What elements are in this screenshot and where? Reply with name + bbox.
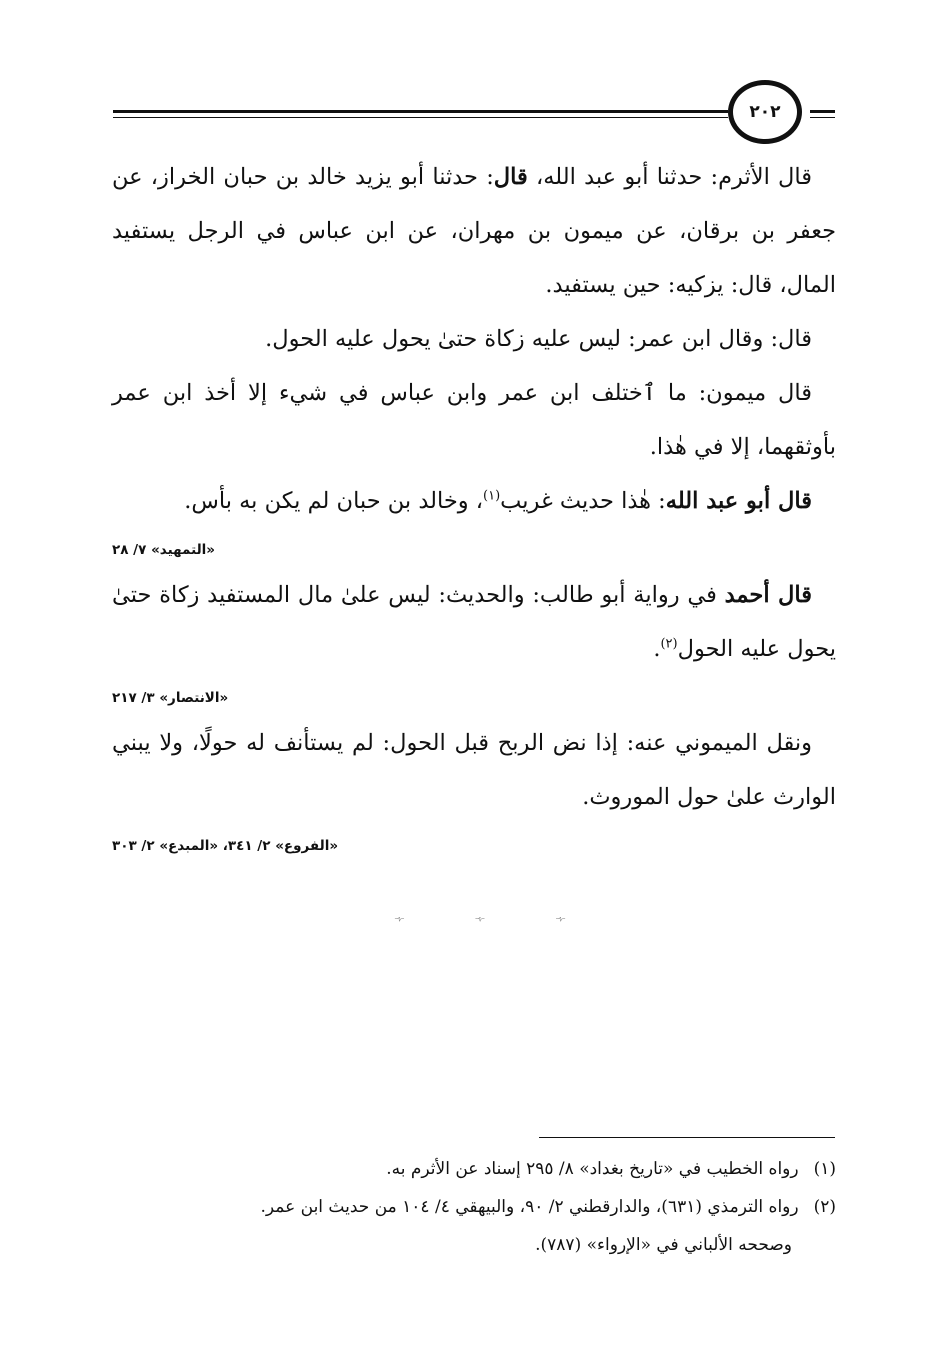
paragraph-ahmad [112, 568, 836, 676]
footnote-2-continuation [112, 1226, 836, 1264]
text-segment: : هٰذا حديث غريب [500, 488, 666, 514]
section-separator [395, 905, 565, 925]
separator-ornament: ـﮩـ [556, 907, 565, 922]
footnote-text: وصححه الألباني في «الإرواء» (٧٨٧). [535, 1235, 792, 1255]
text-segment: قال الأثرم: حدثنا أبو عبد الله، [527, 164, 813, 190]
bold-segment: قال [493, 164, 528, 190]
text-segment: ، وخالد بن حبان لم يكن به بأس. [184, 488, 484, 514]
footnotes-section [112, 1150, 836, 1264]
page-number-badge [728, 80, 802, 144]
text-segment: قال: وقال ابن عمر: ليس عليه زكاة حتىٰ يحول عليه الحول. [265, 326, 812, 352]
source-text: «الانتصار» ٣/ ٢١٧ [112, 690, 229, 706]
paragraph-athram [112, 150, 836, 312]
source-citation-intisar [112, 684, 836, 712]
text-segment: في رواية أبو طالب: والحديث: ليس علىٰ مال المستفيد زكاة حتىٰ يحول عليه الحول [112, 582, 836, 662]
main-content [112, 150, 836, 864]
page-header [113, 80, 835, 150]
source-citation-furu [112, 832, 836, 860]
bold-segment: قال أبو عبد الله [665, 488, 812, 514]
footnote-ref-2[interactable]: (٢) [660, 636, 678, 652]
footnote-text: رواه الخطيب في «تاريخ بغداد» ٨/ ٢٩٥ إسناد عن الأثرم به. [386, 1159, 799, 1179]
footnote-1 [112, 1150, 836, 1188]
paragraph-abu-abdullah [112, 474, 836, 528]
footnote-number: (١) [813, 1159, 836, 1179]
text-segment: . [653, 636, 661, 662]
separator-ornament: ـﮩـ [395, 907, 404, 922]
page-number: ٢٠٢ [749, 102, 781, 122]
footnote-2 [112, 1188, 836, 1226]
footnote-rule [539, 1137, 835, 1138]
text-segment: ونقل الميموني عنه: إذا نض الربح قبل الحول: لم يستأنف له حولًا، ولا يبني الوارث علىٰ حول الموروث. [112, 730, 836, 810]
source-citation-tamhid [112, 536, 836, 564]
paragraph-maymun [112, 366, 836, 474]
paragraph-ibn-umar [112, 312, 836, 366]
header-rule-thick [113, 110, 728, 113]
source-text: «الفروع» ٢/ ٣٤١، «المبدع» ٢/ ٣٠٣ [112, 838, 339, 854]
header-rule-thin [113, 117, 728, 118]
footnote-text: رواه الترمذي (٦٣١)، والدارقطني ٢/ ٩٠، والبيهقي ٤/ ١٠٤ من حديث ابن عمر. [260, 1197, 799, 1217]
footnote-ref-1[interactable]: (١) [483, 488, 501, 504]
text-segment: : حدثنا أبو يزيد خالد بن حبان الخراز، عن جعفر بن برقان، عن ميمون بن مهران، عن ابن عباس في الرجل يستفيد المال، قال: يزكيه: حين يستفيد. [112, 164, 836, 298]
footnote-number: (٢) [813, 1197, 836, 1217]
separator-ornament: ـﮩـ [475, 907, 485, 922]
header-rule-right-thin [810, 117, 835, 118]
text-segment: قال ميمون: ما ٱختلف ابن عمر وابن عباس في شيء إلا أخذ ابن عمر بأوثقهما، إلا في هٰذا. [112, 380, 836, 460]
bold-segment: قال أحمد [724, 582, 812, 608]
header-rule-right-thick [810, 110, 835, 113]
source-text: «التمهيد» ٧/ ٢٨ [112, 542, 215, 558]
paragraph-maymuni [112, 716, 836, 824]
